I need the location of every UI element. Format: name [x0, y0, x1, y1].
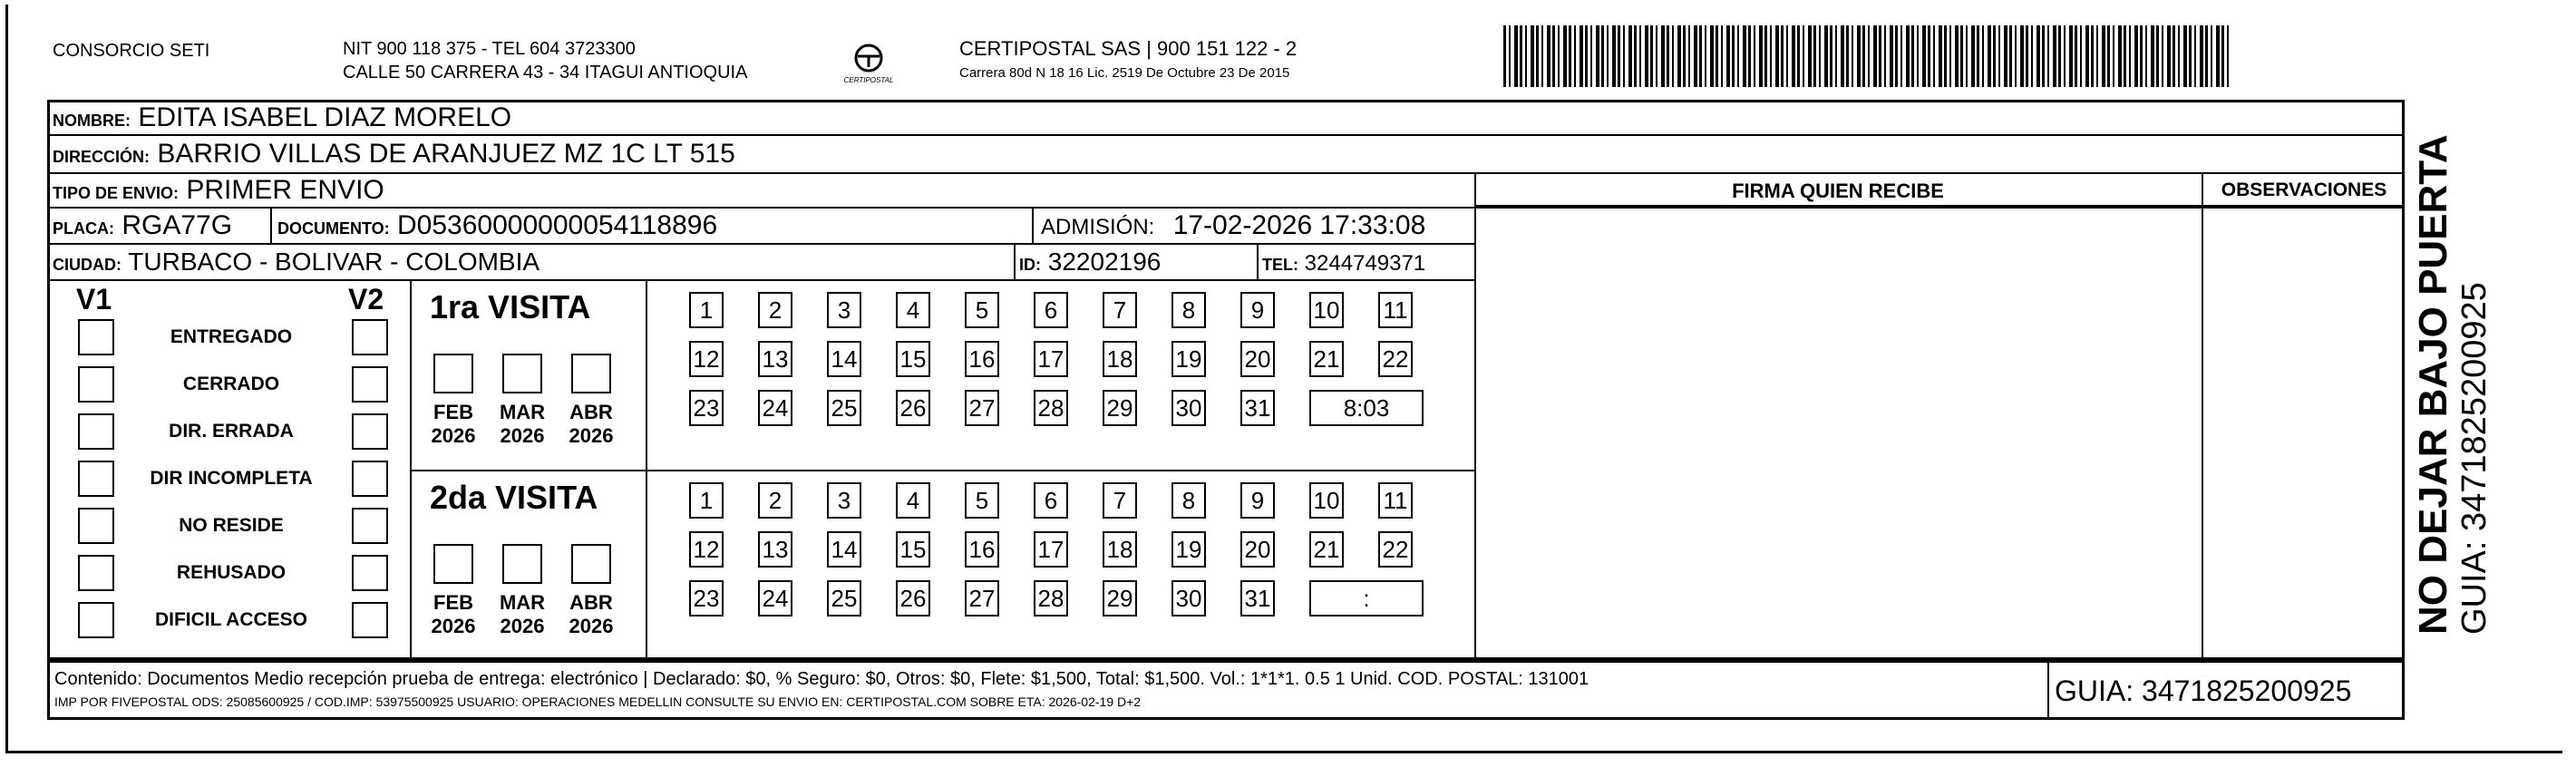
side-warning-text: NO DEJAR BAJO PUERTA [2411, 134, 2455, 635]
type-label: TIPO DE ENVIO: [53, 184, 180, 202]
address-row [53, 136, 735, 175]
document-label: DOCUMENTO: [277, 219, 390, 238]
day-box[interactable]: 23 [689, 580, 724, 617]
name-label: NOMBRE: [53, 112, 131, 130]
month-year: 2026 [569, 424, 614, 447]
footer-guia-divider [2047, 660, 2049, 720]
v1-checkbox[interactable] [78, 366, 114, 403]
v2-label: V2 [348, 283, 384, 316]
day-box[interactable]: 30 [1171, 390, 1206, 426]
sig-header-line [1474, 205, 2405, 207]
v1-checkbox[interactable] [78, 413, 114, 450]
day-box[interactable]: 5 [965, 482, 999, 519]
admission-label: ADMISIÓN: [1041, 215, 1155, 239]
id-row [1019, 244, 1161, 283]
month-name: FEB [433, 591, 473, 614]
address-line: CALLE 50 CARRERA 43 - 34 ITAGUI ANTIOQUIA [343, 63, 748, 83]
day-box[interactable]: 17 [1034, 531, 1068, 568]
day-box[interactable]: 10 [1309, 292, 1344, 328]
tel-value: 3244749371 [1304, 251, 1426, 276]
plate-value: RGA77G [122, 210, 233, 240]
day-box[interactable]: 9 [1240, 292, 1275, 328]
status-label: DIR. ERRADA [169, 421, 294, 442]
day-box[interactable]: 20 [1240, 341, 1275, 377]
month-name: ABR [569, 401, 613, 423]
day-box[interactable]: 29 [1103, 390, 1137, 426]
city-label: CIUDAD: [53, 256, 122, 274]
month-name: FEB [433, 401, 473, 423]
v1-checkbox[interactable] [78, 602, 114, 638]
day-box[interactable]: 3 [827, 482, 861, 519]
city-value: TURBACO - BOLIVAR - COLOMBIA [128, 248, 540, 276]
day-box[interactable]: 28 [1034, 390, 1068, 426]
day-box[interactable]: 21 [1309, 341, 1344, 377]
month-label [426, 591, 481, 638]
day-box[interactable]: 3 [827, 292, 861, 328]
status-label: REHUSADO [176, 562, 287, 583]
day-box[interactable]: 16 [965, 341, 999, 377]
day-box[interactable]: 14 [827, 341, 861, 377]
day-box[interactable]: 22 [1378, 341, 1413, 377]
day-box[interactable]: 12 [689, 341, 724, 377]
v2-checkbox[interactable] [352, 602, 388, 638]
month-label [564, 591, 618, 638]
document-value: D05360000000054118896 [397, 210, 718, 240]
left-border [5, 5, 8, 753]
day-box[interactable]: 16 [965, 531, 999, 568]
address-value: BARRIO VILLAS DE ARANJUEZ MZ 1C LT 515 [157, 139, 735, 169]
month-year: 2026 [569, 615, 614, 637]
time-box[interactable]: : [1309, 580, 1424, 617]
bottom-border [5, 751, 2562, 753]
day-box[interactable]: 7 [1103, 292, 1137, 328]
v2-checkbox[interactable] [352, 319, 388, 355]
day-box[interactable]: 8 [1171, 292, 1206, 328]
certipostal-logo [841, 40, 896, 94]
month-year: 2026 [431, 615, 476, 637]
observations-col-left [2202, 172, 2203, 660]
company-address: Carrera 80d N 18 16 Lic. 2519 De Octubre 23 De 2015 [959, 65, 1290, 81]
name-row [53, 100, 511, 139]
day-box[interactable]: 11 [1378, 292, 1413, 328]
id-value: 32202196 [1047, 248, 1162, 276]
observations-header: OBSERVACIONES [2221, 180, 2387, 200]
status-label: DIR INCOMPLETA [150, 468, 313, 489]
day-box[interactable]: 4 [896, 482, 930, 519]
month-checkbox[interactable] [502, 544, 542, 584]
day-box[interactable]: 25 [827, 390, 861, 426]
footer-imp: IMP POR FIVEPOSTAL ODS: 25085600925 / COD.IMP: 53975500925 USUARIO: OPERACIONES MEDELLIN CONSULTE SU ENVIO EN: CERTIPOSTAL.COM SOBRE ETA: 2026-02-19 D+2 [54, 694, 1142, 709]
day-box[interactable]: 1 [689, 482, 724, 519]
month-year: 2026 [500, 424, 545, 447]
time-box[interactable]: 8:03 [1309, 390, 1424, 426]
city-row [53, 244, 540, 283]
month-year: 2026 [500, 615, 545, 637]
month-name: MAR [499, 591, 546, 614]
tel-row [1262, 246, 1425, 283]
day-box[interactable]: 17 [1034, 341, 1068, 377]
status-label: ENTREGADO [170, 326, 293, 347]
logo-text: CERTIPOSTAL [843, 76, 894, 84]
side-warning [2412, 134, 2493, 635]
day-box[interactable]: 30 [1171, 580, 1206, 617]
day-box[interactable]: 26 [896, 580, 930, 617]
v2-checkbox[interactable] [352, 366, 388, 403]
month-name: ABR [569, 591, 613, 614]
day-box[interactable]: 24 [758, 580, 792, 617]
v1-checkbox[interactable] [78, 508, 114, 544]
day-box[interactable]: 23 [689, 390, 724, 426]
month-checkbox[interactable] [571, 544, 611, 584]
day-box[interactable]: 12 [689, 531, 724, 568]
v1-checkbox[interactable] [78, 461, 114, 497]
day-box[interactable]: 28 [1034, 580, 1068, 617]
day-box[interactable]: 10 [1309, 482, 1344, 519]
footer-content: Contenido: Documentos Medio recepción prueba de entrega: electrónico | Declarado: $0, % Seguro: $0, Otros: $0, Flete: $1,500, Total: $1,500. Vol.: 1*1*1. 0.5 1 Unid. COD. POSTAL: 131001 [54, 669, 1589, 689]
month-checkbox[interactable] [571, 354, 611, 393]
barcode [1503, 25, 2229, 87]
col-divider [270, 207, 272, 243]
month-label [495, 401, 549, 448]
day-box[interactable]: 27 [965, 390, 999, 426]
v1-label: V1 [76, 283, 112, 316]
footer-guia: GUIA: 3471825200925 [2055, 675, 2352, 707]
month-name: MAR [499, 401, 546, 423]
day-box[interactable]: 6 [1034, 482, 1068, 519]
month-checkbox[interactable] [433, 354, 473, 393]
type-value: PRIMER ENVIO [186, 175, 384, 205]
day-box[interactable]: 14 [827, 531, 861, 568]
month-checkbox[interactable] [433, 544, 473, 584]
day-box[interactable]: 7 [1103, 482, 1137, 519]
day-box[interactable]: 2 [758, 482, 792, 519]
side-guia-text: GUIA: 3471825200925 [2455, 282, 2493, 635]
v1-checkbox[interactable] [78, 319, 114, 355]
day-box[interactable]: 6 [1034, 292, 1068, 328]
day-box[interactable]: 1 [689, 292, 724, 328]
day-box[interactable]: 25 [827, 580, 861, 617]
day-box[interactable]: 27 [965, 580, 999, 617]
day-box[interactable]: 31 [1240, 580, 1275, 617]
col-divider [1032, 207, 1034, 243]
signature-col-left [1474, 172, 1476, 660]
day-box[interactable]: 13 [758, 341, 792, 377]
company-line: CERTIPOSTAL SAS | 900 151 122 - 2 [959, 37, 1298, 60]
day-box[interactable]: 13 [758, 531, 792, 568]
month-label [426, 401, 481, 448]
signature-header: FIRMA QUIEN RECIBE [1732, 180, 1944, 202]
month-year: 2026 [431, 424, 476, 447]
day-box[interactable]: 4 [896, 292, 930, 328]
day-box[interactable]: 22 [1378, 531, 1413, 568]
day-box[interactable]: 5 [965, 292, 999, 328]
status-label: DIFICIL ACCESO [154, 609, 307, 630]
day-box[interactable]: 19 [1171, 341, 1206, 377]
document-row [277, 208, 717, 247]
month-checkbox[interactable] [502, 354, 542, 393]
v2-checkbox[interactable] [352, 508, 388, 544]
v2-checkbox[interactable] [352, 413, 388, 450]
day-box[interactable]: 18 [1103, 531, 1137, 568]
type-row [53, 172, 384, 211]
v1-checkbox[interactable] [78, 555, 114, 591]
status-label: CERRADO [182, 374, 280, 394]
nit-line: NIT 900 118 375 - TEL 604 3723300 [343, 39, 636, 59]
admission-row [1041, 208, 1425, 246]
first-visit-title: 1ra VISITA [430, 288, 591, 325]
day-box[interactable]: 19 [1171, 531, 1206, 568]
tel-label: TEL: [1262, 256, 1298, 274]
admission-value: 17-02-2026 17:33:08 [1172, 210, 1426, 240]
plate-row [53, 208, 232, 247]
day-box[interactable]: 18 [1103, 341, 1137, 377]
day-box[interactable]: 26 [896, 390, 930, 426]
address-label: DIRECCIÓN: [53, 148, 150, 166]
plate-label: PLACA: [53, 219, 114, 238]
day-box[interactable]: 9 [1240, 482, 1275, 519]
name-value: EDITA ISABEL DIAZ MORELO [138, 102, 512, 132]
day-box[interactable]: 2 [758, 292, 792, 328]
status-label: NO RESIDE [179, 515, 284, 536]
second-visit-title: 2da VISITA [430, 479, 598, 516]
visit-divider [410, 470, 1474, 471]
v2-checkbox[interactable] [352, 555, 388, 591]
col-divider [1257, 243, 1259, 279]
col-divider [1014, 243, 1016, 279]
day-box[interactable]: 29 [1103, 580, 1137, 617]
day-box[interactable]: 20 [1240, 531, 1275, 568]
sender-name: CONSORCIO SETI [53, 41, 210, 61]
month-label [495, 591, 549, 638]
id-label: ID: [1019, 256, 1041, 274]
day-box[interactable]: 15 [896, 531, 930, 568]
day-box[interactable]: 31 [1240, 390, 1275, 426]
day-box[interactable]: 15 [896, 341, 930, 377]
month-label [564, 401, 618, 448]
day-box[interactable]: 11 [1378, 482, 1413, 519]
v2-checkbox[interactable] [352, 461, 388, 497]
day-box[interactable]: 24 [758, 390, 792, 426]
day-box[interactable]: 21 [1309, 531, 1344, 568]
day-box[interactable]: 8 [1171, 482, 1206, 519]
